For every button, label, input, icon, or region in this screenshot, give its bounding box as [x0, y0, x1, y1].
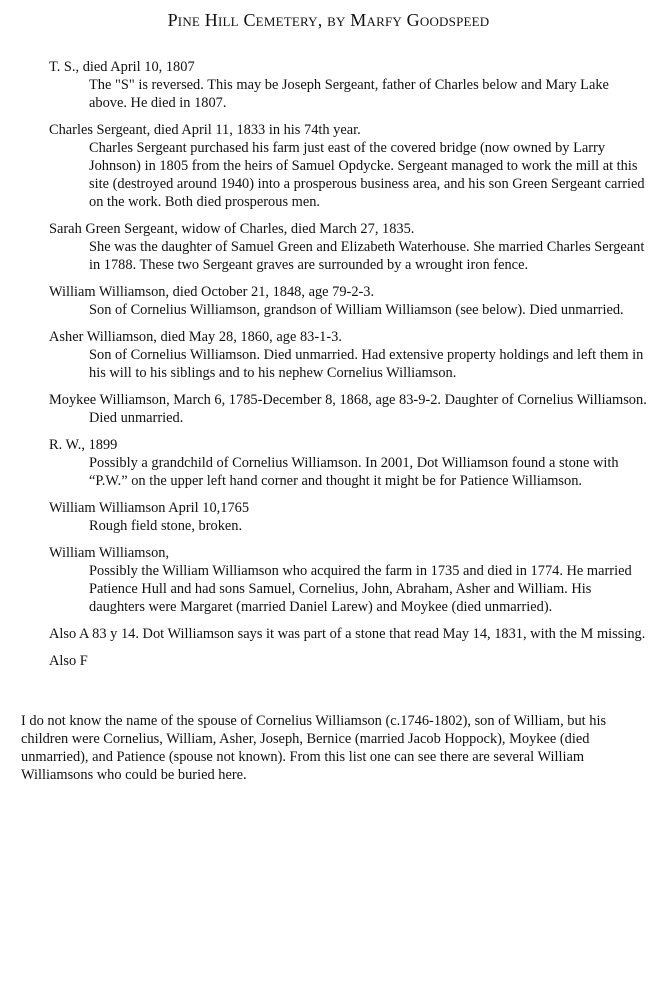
entry-heading: William Williamson April 10,1765 [49, 500, 250, 516]
burial-entry-t-s [49, 58, 649, 112]
entry-heading: Also A 83 y 14. Dot Williamson says it was part of a stone that read May 14, 1831, with the M missing. [49, 626, 646, 642]
entry-description: Possibly a grandchild of Cornelius Williamson. In 2001, Dot Williamson found a stone with “P.W.” on the upper left hand corner and thought it might be for Patience Williamson. [89, 455, 619, 489]
entry-heading: R. W., 1899 [49, 437, 118, 453]
entry-description: Possibly the William Williamson who acquired the farm in 1735 and died in 1774. He married Patience Hull and had sons Samuel, Cornelius, John, Abraham, Asher and William. His daughters were Margaret (married Daniel Larew) and Moykee (died unmarried). [89, 563, 632, 615]
burial-entry-sarah-green-sergeant [49, 220, 649, 274]
entry-heading: William Williamson, [49, 545, 170, 561]
burial-entry-charles-sergeant [49, 121, 649, 211]
entry-description: The "S" is reversed. This may be Joseph Sergeant, father of Charles below and Mary Lake above. He died in 1807. [89, 77, 609, 111]
closing-note: I do not know the name of the spouse of Cornelius Williamson (c.1746-1802), son of William, but his children were Cornelius, William, Asher, Joseph, Bernice (married Jacob Hoppock), Moykee (died unmarried), and Patience (spouse not known). From this list one can see there are several William Williamsons who could be buried here. [21, 713, 607, 783]
entry-heading: Sarah Green Sergeant, widow of Charles, died March 27, 1835. [49, 221, 415, 237]
entry-description: Charles Sergeant purchased his farm just east of the covered bridge (now owned by Larry Johnson) in 1805 from the heirs of Samuel Opdycke. Sergeant managed to work the mill at this site (destroyed around 1940) into a prosperous business area, and his son Green Sergeant carried on the work. Both died prosperous men. [89, 140, 645, 210]
entry-heading: Asher Williamson, died May 28, 1860, age 83-1-3. [49, 329, 342, 345]
burial-entry-also-f [49, 652, 649, 670]
page-title: Pine Hill Cemetery, by Marfy Goodspeed [167, 10, 490, 30]
burial-entry-william-williamson-1765 [49, 499, 649, 535]
burial-entry-also-a [49, 625, 649, 643]
burial-entry-william-williamson-1848 [49, 283, 649, 319]
entry-description: Son of Cornelius Williamson. Died unmarried. Had extensive property holdings and left them in his will to his siblings and to his nephew Cornelius Williamson. [89, 347, 644, 381]
entry-heading: Also F [49, 653, 88, 669]
burial-entry-william-williamson [49, 544, 649, 616]
entry-heading: T. S., died April 10, 1807 [49, 59, 195, 75]
burial-entry-r-w [49, 436, 649, 490]
burial-entry-list [49, 58, 649, 679]
entry-description: She was the daughter of Samuel Green and Elizabeth Waterhouse. She married Charles Sergeant in 1788. These two Sergeant graves are surrounded by a wrought iron fence. [89, 239, 645, 273]
entry-description: Son of Cornelius Williamson, grandson of William Williamson (see below). Died unmarried. [89, 302, 624, 318]
burial-entry-asher-williamson [49, 328, 649, 382]
entry-description: Rough field stone, broken. [89, 518, 243, 534]
entry-heading: Moykee Williamson, March 6, 1785-December 8, 1868, age 83-9-2. Daughter of Cornelius Williamson. Died unmarried. [49, 392, 647, 426]
burial-entry-moykee-williamson [49, 391, 649, 427]
entry-heading: Charles Sergeant, died April 11, 1833 in his 74th year. [49, 122, 361, 138]
entry-heading: William Williamson, died October 21, 1848, age 79-2-3. [49, 284, 375, 300]
